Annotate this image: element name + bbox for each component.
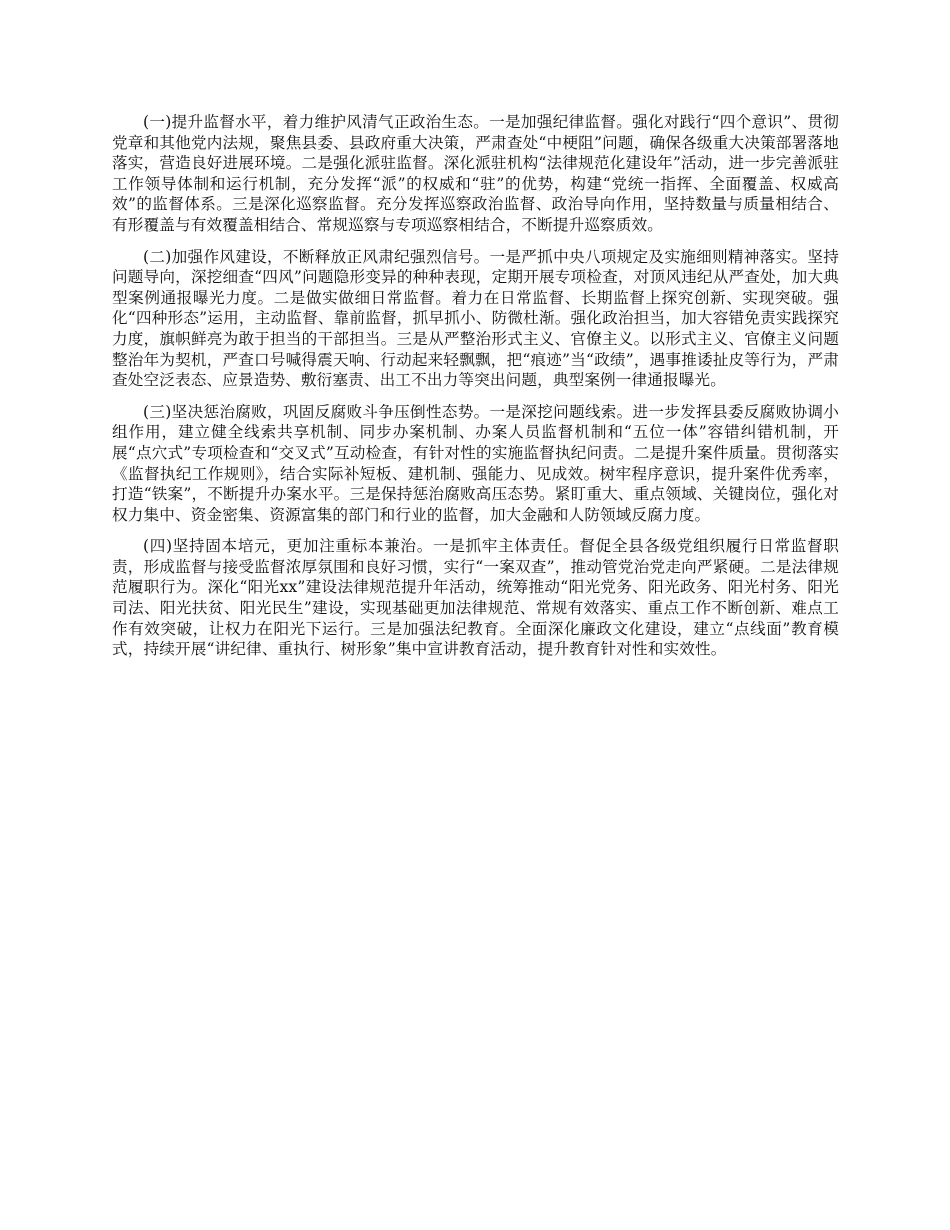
document-page xyxy=(112,112,839,671)
paragraph-3: (三)坚决惩治腐败，巩固反腐败斗争压倒性态势。一是深挖问题线索。进一步发挥县委反腐败协调小组作用，建立健全线索共享机制、同步办案机制、办案人员监督机制和“五位一体”容错纠错机制，开展“点穴式”专项检查和“交叉式”互动检查，有针对性的实施监督执纪问责。二是提升案件质量。贯彻落实《监督执纪工作规则》，结合实际补短板、建机制、强能力、见成效。树牢程序意识，提升案件优秀率，打造“铁案”，不断提升办案水平。三是保持惩治腐败高压态势。紧盯重大、重点领域、关键岗位，强化对权力集中、资金密集、资源富集的部门和行业的监督，加大金融和人防领域反腐力度。 xyxy=(112,402,839,524)
paragraph-4: (四)坚持固本培元，更加注重标本兼治。一是抓牢主体责任。督促全县各级党组织履行日常监督职责，形成监督与接受监督浓厚氛围和良好习惯，实行“一案双查”，推动管党治党走向严紧硬。二是法律规范履职行为。深化“阳光xx”建设法律规范提升年活动，统筹推动“阳光党务、阳光政务、阳光村务、阳光司法、阳光扶贫、阳光民生”建设，实现基础更加法律规范、常规有效落实、重点工作不断创新、难点工作有效突破，让权力在阳光下运行。三是加强法纪教育。全面深化廉政文化建设，建立“点线面”教育模式，持续开展“讲纪律、重执行、树形象”集中宣讲教育活动，提升教育针对性和实效性。 xyxy=(112,537,839,659)
paragraph-1: (一)提升监督水平，着力维护风清气正政治生态。一是加强纪律监督。强化对践行“四个意识”、贯彻党章和其他党内法规，聚焦县委、县政府重大决策，严肃查处“中梗阻”问题，确保各级重大决策部署落地落实，营造良好进展环境。二是强化派驻监督。深化派驻机构“法律规范化建设年”活动，进一步完善派驻工作领导体制和运行机制，充分发挥“派”的权威和“驻”的优势，构建“党统一指挥、全面覆盖、权威高效”的监督体系。三是深化巡察监督。充分发挥巡察政治监督、政治导向作用，坚持数量与质量相结合、有形覆盖与有效覆盖相结合、常规巡察与专项巡察相结合，不断提升巡察质效。 xyxy=(112,113,839,234)
paragraph-2: (二)加强作风建设，不断释放正风肃纪强烈信号。一是严抓中央八项规定及实施细则精神落实。坚持问题导向，深挖细查“四风”问题隐形变异的种种表现，定期开展专项检查，对顶风违纪从严查处，加大典型案例通报曝光力度。二是做实做细日常监督。着力在日常监督、长期监督上探究创新、实现突破。强化“四种形态”运用，主动监督、靠前监督，抓早抓小、防微杜渐。强化政治担当，加大容错免责实践探究力度，旗帜鲜亮为敢于担当的干部担当。三是从严整治形式主义、官僚主义。以形式主义、官僚主义问题整治年为契机，严查口号喊得震天响、行动起来轻飘飘，把“痕迹”当“政绩”，遇事推诿扯皮等行为，严肃查处空泛表态、应景造势、敷衍塞责、出工不出力等突出问题，典型案例一律通报曝光。 xyxy=(112,247,839,390)
